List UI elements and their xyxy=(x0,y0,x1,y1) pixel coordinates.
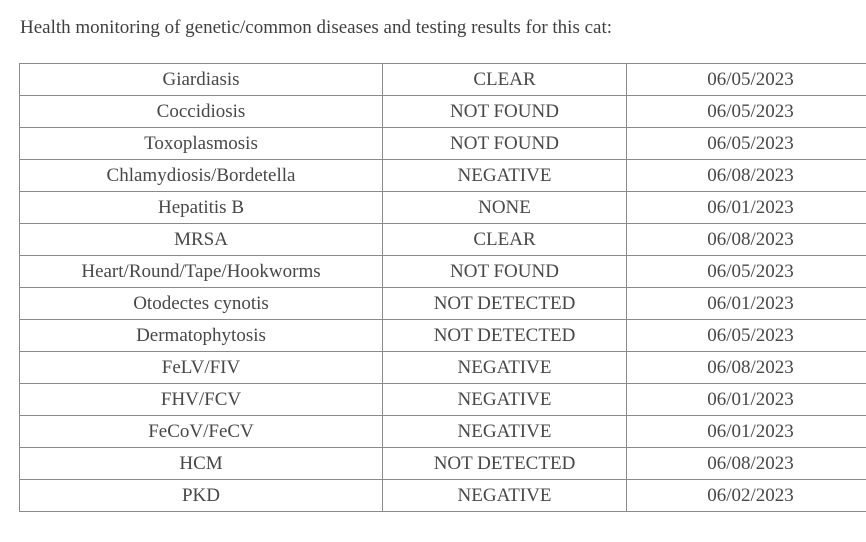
table-row xyxy=(20,64,866,96)
table-cell-result: NONE xyxy=(383,192,627,224)
table-row xyxy=(20,352,866,384)
table-row xyxy=(20,192,866,224)
table-cell-date: 06/05/2023 xyxy=(627,320,866,352)
table-cell-disease: Toxoplasmosis xyxy=(20,128,383,160)
table-row xyxy=(20,288,866,320)
table-cell-date: 06/05/2023 xyxy=(627,64,866,96)
table-row xyxy=(20,160,866,192)
page-title: Health monitoring of genetic/common diseases and testing results for this cat: xyxy=(20,17,613,38)
table-cell-result: NOT FOUND xyxy=(383,96,627,128)
table-cell-date: 06/08/2023 xyxy=(627,352,866,384)
table-cell-result: CLEAR xyxy=(383,224,627,256)
table-row xyxy=(20,384,866,416)
table-cell-date: 06/02/2023 xyxy=(627,480,866,512)
table-row xyxy=(20,256,866,288)
table-cell-result: NOT DETECTED xyxy=(383,288,627,320)
table-cell-disease: PKD xyxy=(20,480,383,512)
table-cell-date: 06/05/2023 xyxy=(627,256,866,288)
table-row xyxy=(20,320,866,352)
table-cell-result: NOT DETECTED xyxy=(383,320,627,352)
table-cell-result: NOT FOUND xyxy=(383,128,627,160)
table-cell-disease: Hepatitis B xyxy=(20,192,383,224)
table-cell-disease: Giardiasis xyxy=(20,64,383,96)
table-cell-date: 06/05/2023 xyxy=(627,96,866,128)
table-cell-result: NEGATIVE xyxy=(383,352,627,384)
table-cell-date: 06/08/2023 xyxy=(627,160,866,192)
table-cell-disease: MRSA xyxy=(20,224,383,256)
table-cell-result: NEGATIVE xyxy=(383,384,627,416)
table-cell-date: 06/01/2023 xyxy=(627,288,866,320)
table-row xyxy=(20,128,866,160)
table-row xyxy=(20,480,866,512)
health-monitoring-table xyxy=(19,63,866,512)
table-cell-date: 06/01/2023 xyxy=(627,192,866,224)
health-table-container xyxy=(19,63,847,512)
table-cell-date: 06/05/2023 xyxy=(627,128,866,160)
table-cell-date: 06/01/2023 xyxy=(627,384,866,416)
table-cell-result: NOT DETECTED xyxy=(383,448,627,480)
table-cell-date: 06/01/2023 xyxy=(627,416,866,448)
table-cell-date: 06/08/2023 xyxy=(627,448,866,480)
table-cell-disease: Heart/Round/Tape/Hookworms xyxy=(20,256,383,288)
table-row xyxy=(20,96,866,128)
table-cell-disease: HCM xyxy=(20,448,383,480)
table-row xyxy=(20,224,866,256)
table-cell-disease: Dermatophytosis xyxy=(20,320,383,352)
table-cell-disease: Coccidiosis xyxy=(20,96,383,128)
table-cell-disease: FeCoV/FeCV xyxy=(20,416,383,448)
table-row xyxy=(20,448,866,480)
table-row xyxy=(20,416,866,448)
table-cell-result: CLEAR xyxy=(383,64,627,96)
table-cell-disease: FHV/FCV xyxy=(20,384,383,416)
health-table-body xyxy=(20,64,866,512)
table-cell-disease: Otodectes cynotis xyxy=(20,288,383,320)
table-cell-result: NEGATIVE xyxy=(383,416,627,448)
table-cell-date: 06/08/2023 xyxy=(627,224,866,256)
table-cell-disease: FeLV/FIV xyxy=(20,352,383,384)
table-cell-disease: Chlamydiosis/Bordetella xyxy=(20,160,383,192)
table-cell-result: NOT FOUND xyxy=(383,256,627,288)
table-cell-result: NEGATIVE xyxy=(383,160,627,192)
table-cell-result: NEGATIVE xyxy=(383,480,627,512)
